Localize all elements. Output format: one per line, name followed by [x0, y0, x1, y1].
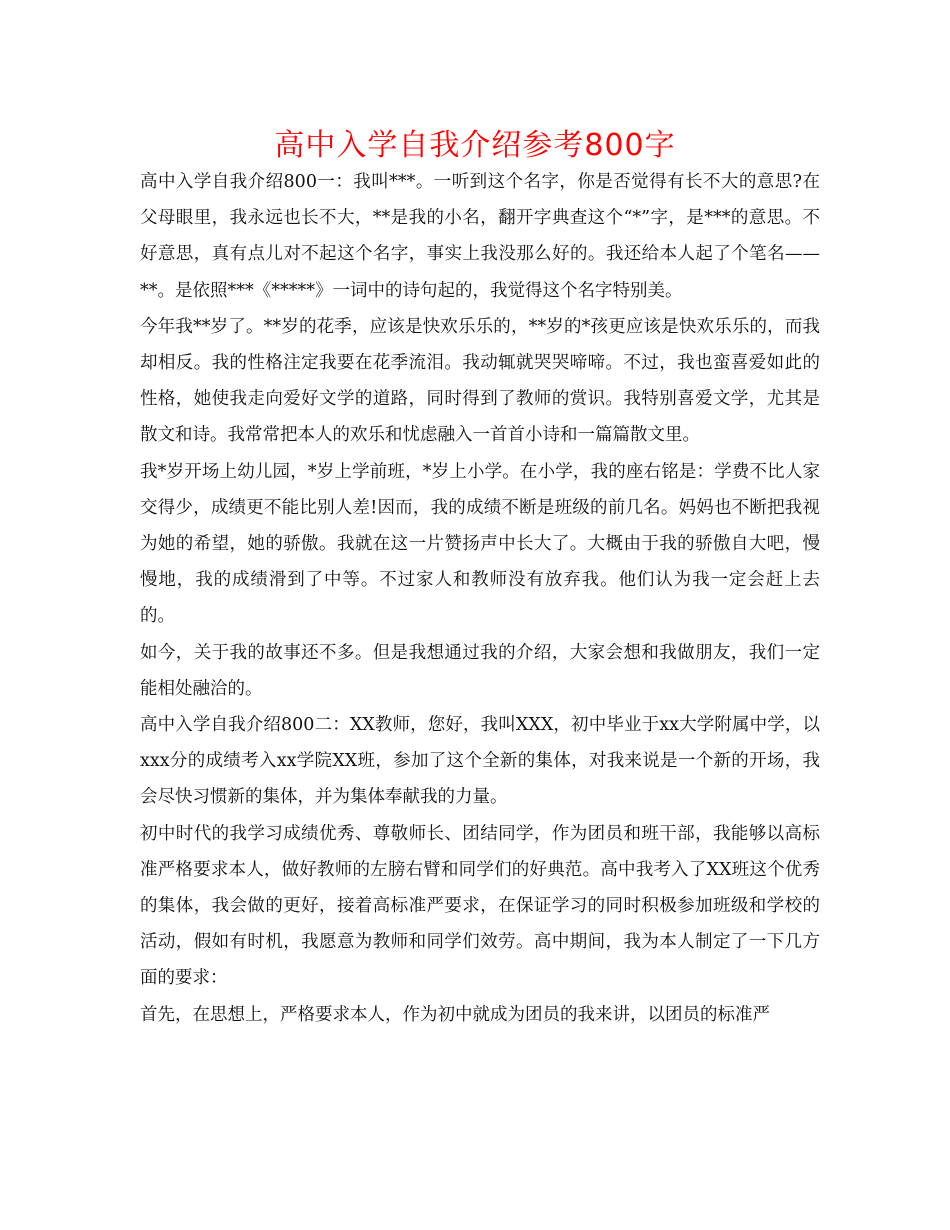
paragraph: 高中入学自我介绍800一：我叫***。一听到这个名字，你是否觉得有长不大的意思?在父母眼里，我永远也长不大，**是我的小名，翻开字典查这个“*”字，是***的意思。不好意思，真有点儿对不起这个名字，事实上我没那么好的。我还给本人起了个笔名——**。是依照***《*****》一词中的诗句起的，我觉得这个名字特别美。 — [140, 172, 820, 301]
document-body — [140, 164, 820, 1033]
paragraph: 今年我**岁了。**岁的花季，应该是快欢乐乐的，**岁的*孩更应该是快欢乐乐的，而我却相反。我的性格注定我要在花季流泪。我动辄就哭哭啼啼。不过，我也蛮喜爱如此的性格，她使我走向爱好文学的道路，同时得到了教师的赏识。我特别喜爱文学，尤其是散文和诗。我常常把本人的欢乐和忧虑融入一首首小诗和一篇篇散文里。 — [140, 316, 820, 446]
paragraph: 高中入学自我介绍800二：XX教师，您好，我叫XXX，初中毕业于xx大学附属中学，以xxx分的成绩考入xx学院XX班，参加了这个全新的集体，对我来说是一个新的开场，我会尽快习惯新的集体，并为集体奉献我的力量。 — [140, 715, 820, 808]
paragraph: 我*岁开场上幼儿园，*岁上学前班，*岁上小学。在小学，我的座右铭是：学费不比人家交得少，成绩更不能比别人差!因而，我的成绩不断是班级的前几名。妈妈也不断把我视为她的希望，她的骄傲。我就在这一片赞扬声中长大了。大概由于我的骄傲自大吧，慢慢地，我的成绩滑到了中等。不过家人和教师没有放弃我。他们认为我一定会赶上去的。 — [140, 461, 820, 627]
paragraph: 如今，关于我的故事还不多。但是我想通过我的介绍，大家会想和我做朋友，我们一定能相处融洽的。 — [140, 642, 820, 699]
document-title: 高中入学自我介绍参考800字 — [274, 128, 676, 163]
paragraph: 初中时代的我学习成绩优秀、尊敬师长、团结同学，作为团员和班干部，我能够以高标准严格要求本人，做好教师的左膀右臂和同学们的好典范。高中我考入了XX班这个优秀的集体，我会做的更好，接着高标准严要求，在保证学习的同时积极参加班级和学校的活动，假如有时机，我愿意为教师和同学们效劳。高中期间，我为本人制定了一下几方面的要求： — [140, 823, 820, 989]
paragraph: 首先，在思想上，严格要求本人，作为初中就成为团员的我来讲，以团员的标准严 — [140, 1004, 770, 1025]
